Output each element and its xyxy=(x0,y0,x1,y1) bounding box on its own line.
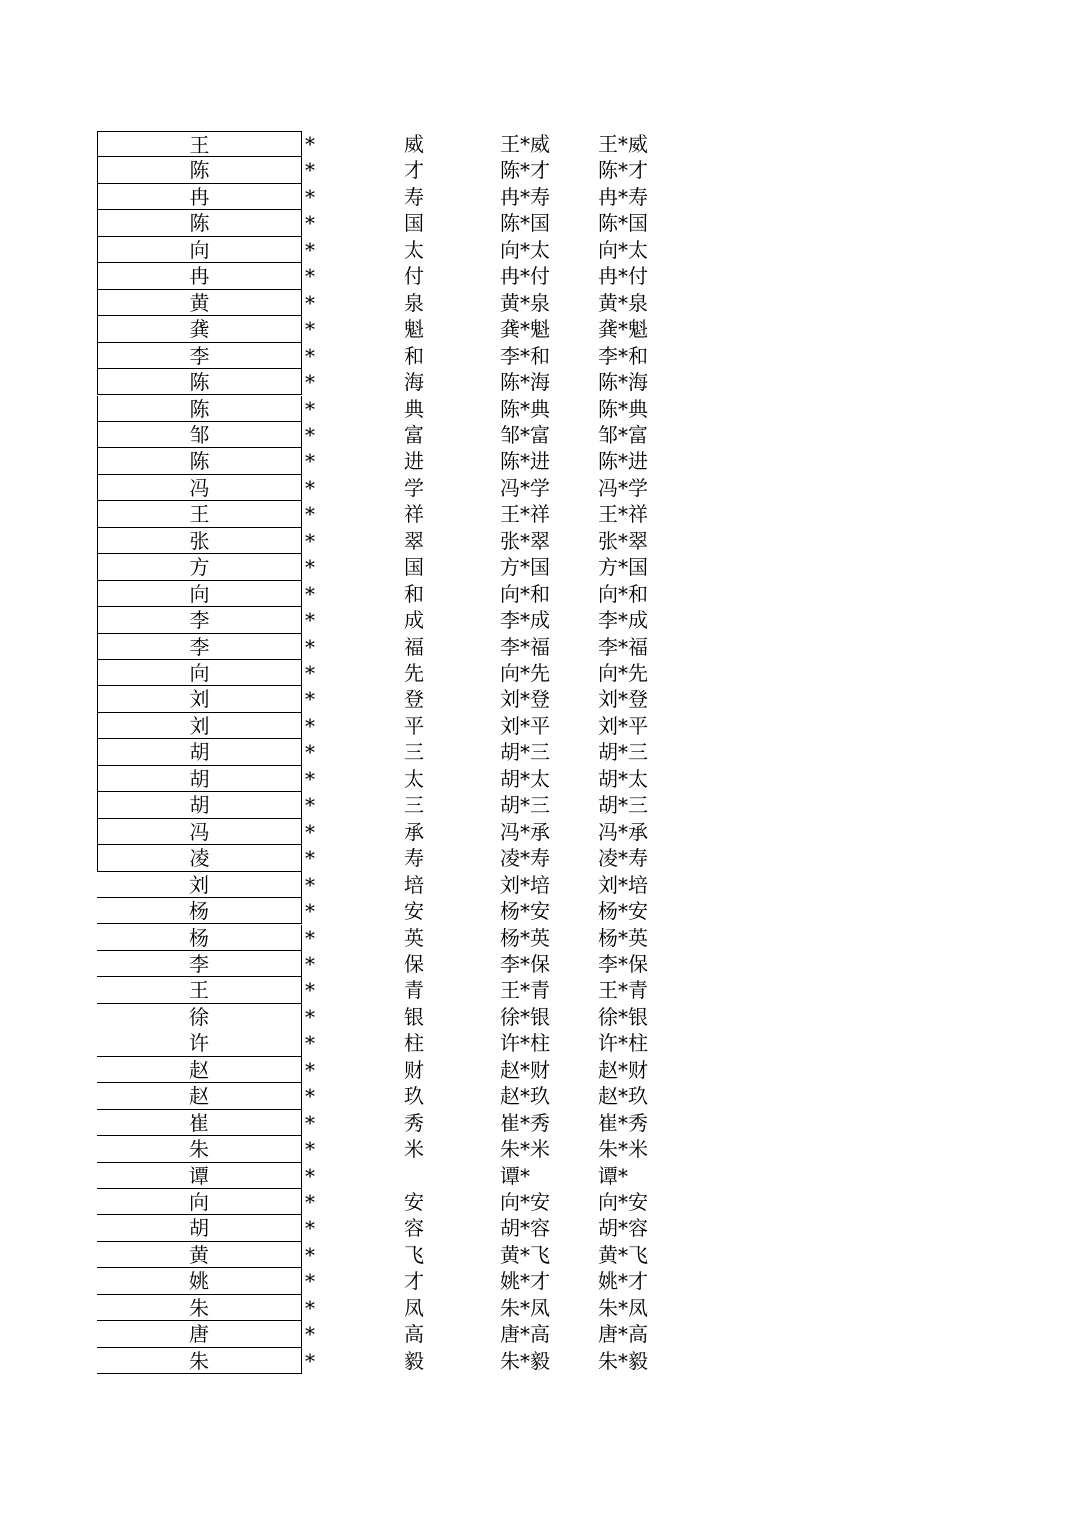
surname-cell: 方 xyxy=(97,554,302,580)
given-name-cell xyxy=(392,1163,436,1189)
surname-cell: 李 xyxy=(97,951,302,977)
masked-name-copy-cell: 杨*英 xyxy=(598,925,648,950)
masked-name-cell: 冯*承 xyxy=(500,819,550,844)
surname-cell: 李 xyxy=(97,607,302,633)
star-cell: * xyxy=(305,872,315,897)
masked-name-copy-cell: 谭* xyxy=(598,1163,628,1188)
given-name-cell: 国 xyxy=(404,555,424,580)
masked-name-cell: 刘*平 xyxy=(500,713,550,738)
star-cell: * xyxy=(305,370,315,395)
table-row xyxy=(0,951,1074,977)
masked-name-copy-cell: 李*成 xyxy=(598,608,648,633)
table-row xyxy=(0,739,1074,765)
masked-name-copy-cell: 黄*泉 xyxy=(598,290,648,315)
star-cell: * xyxy=(305,343,315,368)
star-cell: * xyxy=(305,237,315,262)
star-cell: * xyxy=(305,608,315,633)
table-row xyxy=(0,766,1074,792)
table-row xyxy=(0,448,1074,474)
masked-name-copy-cell: 向*和 xyxy=(598,581,648,606)
surname-cell: 陈 xyxy=(97,157,302,183)
masked-name-copy-cell: 冯*承 xyxy=(598,819,648,844)
given-name-cell: 寿 xyxy=(404,846,424,871)
given-name-cell: 银 xyxy=(404,1004,424,1029)
star-cell: * xyxy=(305,396,315,421)
surname-cell: 李 xyxy=(97,634,302,660)
table-row xyxy=(0,475,1074,501)
star-cell: * xyxy=(305,1031,315,1056)
masked-name-copy-cell: 胡*三 xyxy=(598,740,648,765)
masked-name-copy-cell: 赵*玖 xyxy=(598,1084,648,1109)
table-row xyxy=(0,1030,1074,1056)
given-name-cell: 和 xyxy=(404,581,424,606)
surname-cell: 冯 xyxy=(97,819,302,845)
star-cell: * xyxy=(305,184,315,209)
masked-name-copy-cell: 李*福 xyxy=(598,634,648,659)
masked-name-copy-cell: 龚*魁 xyxy=(598,317,648,342)
masked-name-cell: 李*福 xyxy=(500,634,550,659)
table-row xyxy=(0,184,1074,210)
masked-name-copy-cell: 陈*国 xyxy=(598,211,648,236)
surname-cell: 胡 xyxy=(97,766,302,792)
given-name-cell: 英 xyxy=(404,925,424,950)
masked-name-copy-cell: 姚*才 xyxy=(598,1269,648,1294)
table-row xyxy=(0,316,1074,342)
table-row xyxy=(0,1242,1074,1268)
table-row xyxy=(0,501,1074,527)
surname-cell: 王 xyxy=(97,131,302,157)
surname-cell: 陈 xyxy=(97,448,302,474)
table-row xyxy=(0,872,1074,898)
star-cell: * xyxy=(305,634,315,659)
masked-name-cell: 杨*安 xyxy=(500,899,550,924)
table-row xyxy=(0,581,1074,607)
table-row xyxy=(0,263,1074,289)
masked-name-copy-cell: 李*保 xyxy=(598,951,648,976)
given-name-cell: 典 xyxy=(404,396,424,421)
masked-name-cell: 王*祥 xyxy=(500,502,550,527)
star-cell: * xyxy=(305,899,315,924)
table-row xyxy=(0,343,1074,369)
given-name-cell: 魁 xyxy=(404,317,424,342)
surname-cell: 冯 xyxy=(97,475,302,501)
star-cell: * xyxy=(305,1348,315,1373)
star-cell: * xyxy=(305,793,315,818)
masked-name-copy-cell: 张*翠 xyxy=(598,528,648,553)
star-cell: * xyxy=(305,1216,315,1241)
table-row xyxy=(0,210,1074,236)
surname-cell: 朱 xyxy=(97,1295,302,1321)
surname-cell: 张 xyxy=(97,528,302,554)
table-row xyxy=(0,977,1074,1003)
masked-name-cell: 冯*学 xyxy=(500,475,550,500)
given-name-cell: 福 xyxy=(404,634,424,659)
star-cell: * xyxy=(305,740,315,765)
star-cell: * xyxy=(305,819,315,844)
surname-cell: 向 xyxy=(97,660,302,686)
table-row xyxy=(0,634,1074,660)
surname-cell: 胡 xyxy=(97,739,302,765)
surname-cell: 刘 xyxy=(97,686,302,712)
star-cell: * xyxy=(305,1242,315,1267)
masked-name-cell: 方*国 xyxy=(500,555,550,580)
masked-name-cell: 黄*飞 xyxy=(500,1242,550,1267)
masked-name-cell: 朱*毅 xyxy=(500,1348,550,1373)
masked-name-cell: 黄*泉 xyxy=(500,290,550,315)
star-cell: * xyxy=(305,581,315,606)
table-row xyxy=(0,157,1074,183)
given-name-cell: 登 xyxy=(404,687,424,712)
masked-name-cell: 陈*国 xyxy=(500,211,550,236)
table-row xyxy=(0,290,1074,316)
surname-cell: 朱 xyxy=(97,1348,302,1374)
masked-name-cell: 向*和 xyxy=(500,581,550,606)
given-name-cell: 玖 xyxy=(404,1084,424,1109)
given-name-cell: 米 xyxy=(404,1137,424,1162)
masked-name-copy-cell: 胡*容 xyxy=(598,1216,648,1241)
masked-name-copy-cell: 凌*寿 xyxy=(598,846,648,871)
masked-name-copy-cell: 刘*培 xyxy=(598,872,648,897)
surname-cell: 冉 xyxy=(97,184,302,210)
given-name-cell: 毅 xyxy=(404,1348,424,1373)
given-name-cell: 平 xyxy=(404,713,424,738)
given-name-cell: 青 xyxy=(404,978,424,1003)
surname-cell: 胡 xyxy=(97,792,302,818)
surname-cell: 邹 xyxy=(97,422,302,448)
masked-name-cell: 胡*太 xyxy=(500,766,550,791)
star-cell: * xyxy=(305,1004,315,1029)
masked-name-cell: 李*和 xyxy=(500,343,550,368)
masked-name-copy-cell: 王*青 xyxy=(598,978,648,1003)
masked-name-cell: 陈*进 xyxy=(500,449,550,474)
masked-name-copy-cell: 赵*财 xyxy=(598,1057,648,1082)
table-row xyxy=(0,713,1074,739)
masked-name-cell: 冉*付 xyxy=(500,264,550,289)
given-name-cell: 祥 xyxy=(404,502,424,527)
surname-cell: 杨 xyxy=(97,925,302,951)
masked-name-cell: 王*青 xyxy=(500,978,550,1003)
surname-cell: 凌 xyxy=(97,845,302,871)
surname-cell: 向 xyxy=(97,581,302,607)
star-cell: * xyxy=(305,1110,315,1135)
given-name-cell: 太 xyxy=(404,237,424,262)
surname-cell: 刘 xyxy=(97,713,302,739)
table-row xyxy=(0,1136,1074,1162)
masked-name-copy-cell: 朱*毅 xyxy=(598,1348,648,1373)
surname-cell: 徐 xyxy=(97,1004,302,1030)
masked-name-copy-cell: 陈*海 xyxy=(598,370,648,395)
masked-name-cell: 胡*三 xyxy=(500,793,550,818)
masked-name-copy-cell: 朱*凤 xyxy=(598,1295,648,1320)
masked-name-copy-cell: 陈*进 xyxy=(598,449,648,474)
star-cell: * xyxy=(305,1137,315,1162)
star-cell: * xyxy=(305,978,315,1003)
masked-name-copy-cell: 徐*银 xyxy=(598,1004,648,1029)
given-name-cell: 海 xyxy=(404,370,424,395)
masked-name-copy-cell: 黄*飞 xyxy=(598,1242,648,1267)
surname-cell: 王 xyxy=(97,501,302,527)
star-cell: * xyxy=(305,1163,315,1188)
surname-cell: 胡 xyxy=(97,1215,302,1241)
table-row xyxy=(0,1163,1074,1189)
star-cell: * xyxy=(305,1295,315,1320)
masked-name-cell: 谭* xyxy=(500,1163,530,1188)
star-cell: * xyxy=(305,264,315,289)
star-cell: * xyxy=(305,317,315,342)
masked-name-copy-cell: 崔*秀 xyxy=(598,1110,648,1135)
masked-name-cell: 崔*秀 xyxy=(500,1110,550,1135)
table-row xyxy=(0,898,1074,924)
masked-name-copy-cell: 向*先 xyxy=(598,661,648,685)
masked-name-cell: 徐*银 xyxy=(500,1004,550,1029)
given-name-cell: 飞 xyxy=(404,1242,424,1267)
given-name-cell: 财 xyxy=(404,1057,424,1082)
masked-name-cell: 陈*典 xyxy=(500,396,550,421)
masked-name-cell: 龚*魁 xyxy=(500,317,550,342)
given-name-cell: 翠 xyxy=(404,528,424,553)
surname-cell: 谭 xyxy=(97,1163,302,1189)
star-cell: * xyxy=(305,475,315,500)
surname-cell: 龚 xyxy=(97,316,302,342)
table-row xyxy=(0,792,1074,818)
table-row xyxy=(0,1215,1074,1241)
table-row xyxy=(0,660,1074,686)
masked-name-cell: 邹*富 xyxy=(500,422,550,447)
given-name-cell: 学 xyxy=(404,475,424,500)
star-cell: * xyxy=(305,1322,315,1347)
given-name-cell: 和 xyxy=(404,343,424,368)
masked-name-copy-cell: 方*国 xyxy=(598,555,648,580)
table-row xyxy=(0,607,1074,633)
star-cell: * xyxy=(305,132,315,156)
given-name-cell: 泉 xyxy=(404,290,424,315)
masked-name-copy-cell: 胡*太 xyxy=(598,766,648,791)
star-cell: * xyxy=(305,846,315,871)
surname-cell: 杨 xyxy=(97,898,302,924)
masked-name-cell: 唐*高 xyxy=(500,1322,550,1347)
masked-name-cell: 赵*财 xyxy=(500,1057,550,1082)
masked-name-copy-cell: 胡*三 xyxy=(598,793,648,818)
given-name-cell: 太 xyxy=(404,766,424,791)
star-cell: * xyxy=(305,951,315,976)
given-name-cell: 安 xyxy=(404,1190,424,1214)
surname-cell: 陈 xyxy=(97,210,302,236)
masked-name-cell: 凌*寿 xyxy=(500,846,550,871)
surname-cell: 黄 xyxy=(97,1242,302,1268)
masked-name-cell: 胡*三 xyxy=(500,740,550,765)
given-name-cell: 寿 xyxy=(404,184,424,209)
surname-cell: 陈 xyxy=(97,396,302,422)
given-name-cell: 成 xyxy=(404,608,424,633)
given-name-cell: 保 xyxy=(404,951,424,976)
table-row xyxy=(0,1083,1074,1109)
table-row xyxy=(0,845,1074,871)
masked-name-copy-cell: 冉*付 xyxy=(598,264,648,289)
star-cell: * xyxy=(305,1269,315,1294)
masked-name-cell: 许*柱 xyxy=(500,1031,550,1056)
given-name-cell: 三 xyxy=(404,740,424,765)
given-name-cell: 安 xyxy=(404,899,424,924)
star-cell: * xyxy=(305,211,315,236)
given-name-cell: 凤 xyxy=(404,1295,424,1320)
table-row xyxy=(0,1110,1074,1136)
star-cell: * xyxy=(305,502,315,527)
masked-name-cell: 赵*玖 xyxy=(500,1084,550,1109)
surname-cell: 向 xyxy=(97,1189,302,1215)
table-row xyxy=(0,1321,1074,1347)
table-row xyxy=(0,1189,1074,1215)
star-cell: * xyxy=(305,1190,315,1214)
masked-name-cell: 朱*米 xyxy=(500,1137,550,1162)
surname-cell: 朱 xyxy=(97,1136,302,1162)
star-cell: * xyxy=(305,1057,315,1082)
masked-name-copy-cell: 刘*登 xyxy=(598,687,648,712)
star-cell: * xyxy=(305,661,315,685)
given-name-cell: 才 xyxy=(404,1269,424,1294)
masked-name-cell: 李*成 xyxy=(500,608,550,633)
given-name-cell: 高 xyxy=(404,1322,424,1347)
masked-name-copy-cell: 刘*平 xyxy=(598,713,648,738)
masked-name-cell: 姚*才 xyxy=(500,1269,550,1294)
star-cell: * xyxy=(305,713,315,738)
masked-name-copy-cell: 陈*典 xyxy=(598,396,648,421)
surname-cell: 姚 xyxy=(97,1268,302,1294)
masked-name-cell: 陈*海 xyxy=(500,370,550,395)
masked-name-copy-cell: 杨*安 xyxy=(598,899,648,924)
table-row xyxy=(0,819,1074,845)
star-cell: * xyxy=(305,1084,315,1109)
masked-name-cell: 向*太 xyxy=(500,237,550,262)
table-row xyxy=(0,422,1074,448)
masked-name-cell: 向*安 xyxy=(500,1190,550,1214)
table-row xyxy=(0,1057,1074,1083)
masked-name-copy-cell: 陈*才 xyxy=(598,158,648,183)
surname-cell: 李 xyxy=(97,343,302,369)
table-row xyxy=(0,396,1074,422)
table-row xyxy=(0,369,1074,395)
masked-name-cell: 张*翠 xyxy=(500,528,550,553)
masked-name-cell: 朱*凤 xyxy=(500,1295,550,1320)
masked-name-copy-cell: 王*威 xyxy=(598,132,648,156)
table-row xyxy=(0,554,1074,580)
given-name-cell: 柱 xyxy=(404,1031,424,1056)
given-name-cell: 容 xyxy=(404,1216,424,1241)
star-cell: * xyxy=(305,449,315,474)
given-name-cell: 三 xyxy=(404,793,424,818)
given-name-cell: 国 xyxy=(404,211,424,236)
masked-name-cell: 冉*寿 xyxy=(500,184,550,209)
masked-name-copy-cell: 唐*高 xyxy=(598,1322,648,1347)
masked-name-copy-cell: 朱*米 xyxy=(598,1137,648,1162)
masked-name-cell: 刘*登 xyxy=(500,687,550,712)
given-name-cell: 先 xyxy=(404,661,424,685)
given-name-cell: 才 xyxy=(404,158,424,183)
given-name-cell: 富 xyxy=(404,422,424,447)
surname-cell: 王 xyxy=(97,977,302,1003)
surname-cell: 赵 xyxy=(97,1057,302,1083)
given-name-cell: 承 xyxy=(404,819,424,844)
surname-cell: 唐 xyxy=(97,1321,302,1347)
table-row xyxy=(0,686,1074,712)
surname-cell: 冉 xyxy=(97,263,302,289)
masked-name-copy-cell: 向*太 xyxy=(598,237,648,262)
surname-cell: 陈 xyxy=(97,369,302,395)
table-row xyxy=(0,1268,1074,1294)
surname-cell: 向 xyxy=(97,237,302,263)
masked-name-cell: 向*先 xyxy=(500,661,550,685)
star-cell: * xyxy=(305,555,315,580)
masked-name-copy-cell: 李*和 xyxy=(598,343,648,368)
given-name-cell: 威 xyxy=(404,132,424,156)
masked-name-cell: 胡*容 xyxy=(500,1216,550,1241)
masked-name-cell: 李*保 xyxy=(500,951,550,976)
masked-name-copy-cell: 王*祥 xyxy=(598,502,648,527)
star-cell: * xyxy=(305,158,315,183)
surname-cell: 赵 xyxy=(97,1083,302,1109)
table-row xyxy=(0,1348,1074,1374)
given-name-cell: 秀 xyxy=(404,1110,424,1135)
star-cell: * xyxy=(305,422,315,447)
surname-cell: 崔 xyxy=(97,1110,302,1136)
table-row xyxy=(0,1295,1074,1321)
masked-name-cell: 刘*培 xyxy=(500,872,550,897)
star-cell: * xyxy=(305,766,315,791)
table-row xyxy=(0,237,1074,263)
table-row xyxy=(0,1004,1074,1030)
star-cell: * xyxy=(305,925,315,950)
masked-name-copy-cell: 冉*寿 xyxy=(598,184,648,209)
masked-name-cell: 王*威 xyxy=(500,132,550,156)
masked-name-cell: 杨*英 xyxy=(500,925,550,950)
masked-name-cell: 陈*才 xyxy=(500,158,550,183)
surname-cell: 刘 xyxy=(97,872,302,898)
given-name-cell: 培 xyxy=(404,872,424,897)
given-name-cell: 付 xyxy=(404,264,424,289)
star-cell: * xyxy=(305,528,315,553)
masked-name-copy-cell: 冯*学 xyxy=(598,475,648,500)
table-row xyxy=(0,131,1074,157)
surname-cell: 黄 xyxy=(97,290,302,316)
masked-name-copy-cell: 邹*富 xyxy=(598,422,648,447)
masked-name-copy-cell: 向*安 xyxy=(598,1190,648,1214)
star-cell: * xyxy=(305,290,315,315)
star-cell: * xyxy=(305,687,315,712)
masked-name-copy-cell: 许*柱 xyxy=(598,1031,648,1056)
surname-cell: 许 xyxy=(97,1030,302,1056)
table-row xyxy=(0,925,1074,951)
given-name-cell: 进 xyxy=(404,449,424,474)
table-row xyxy=(0,528,1074,554)
